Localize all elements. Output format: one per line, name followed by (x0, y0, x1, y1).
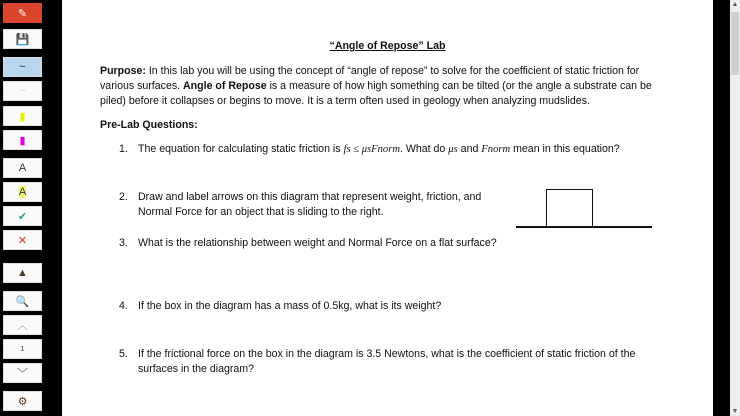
scrollbar-thumb[interactable] (731, 12, 739, 75)
box-diagram (546, 189, 593, 227)
purpose-line-3: piled) before it collapses or begins to move. It is a term often used in geology when analyzing mudslides. (100, 95, 590, 107)
search-button[interactable] (3, 291, 42, 311)
save-button[interactable] (3, 29, 42, 49)
settings-button[interactable] (3, 391, 42, 411)
page-title: “Angle of Repose” Lab (329, 40, 446, 52)
mu-symbol: μs (448, 144, 458, 155)
collapse-button[interactable] (3, 263, 42, 283)
q1-text-a: The equation for calculating static friction is (138, 143, 344, 155)
q1-number: 1. (119, 143, 128, 155)
purpose-text-2c: is a measure of how high something can be tilted (or the angle a substrate can be (266, 80, 652, 92)
purpose-term: Angle of Repose (183, 80, 267, 92)
purpose-label: Purpose: (100, 65, 146, 77)
ground-line (516, 226, 652, 228)
question-2-line-2: Normal Force for an object that is sliding to the right. (138, 206, 384, 218)
text-highlight-icon: A (18, 186, 27, 198)
page-up-button[interactable] (3, 315, 42, 335)
scroll-up-icon[interactable]: ▲ (731, 1, 739, 8)
scroll-down-icon[interactable]: ▼ (731, 408, 739, 415)
question-2-line-1: Draw and label arrows on this diagram that represent weight, friction, and (138, 191, 482, 203)
document-page (62, 0, 713, 416)
question-5-line-1: If the frictional force on the box in the diagram is 3.5 Newtons, what is the coefficient of static friction of the (138, 348, 636, 360)
page-number-button[interactable] (3, 339, 42, 359)
q3-number: 3. (119, 237, 128, 249)
question-3: What is the relationship between weight and Normal Force on a flat surface? (138, 237, 497, 249)
q5-number: 5. (119, 348, 128, 360)
purpose-line-1 (100, 65, 639, 78)
yellow-highlighter-button[interactable] (3, 106, 42, 126)
fnorm-symbol: Fnorm (481, 144, 511, 155)
thin-pen-icon: ~ (19, 85, 26, 97)
purpose-line-2 (100, 80, 652, 93)
q1-text-c: and (457, 143, 482, 155)
question-1 (138, 143, 620, 156)
question-4: If the box in the diagram has a mass of 0.5kg, what is its weight? (138, 300, 442, 312)
pen-icon: ~ (19, 61, 26, 73)
prelab-heading: Pre-Lab Questions: (100, 119, 198, 131)
collapse-icon: ▲ (17, 267, 28, 279)
page-number-icon: 1 (20, 345, 25, 353)
question-5-line-2: surfaces in the diagram? (138, 363, 255, 375)
q1-text-d: mean in this equation? (510, 143, 620, 155)
settings-icon: ⚙ (17, 395, 28, 408)
yellow-highlighter-icon: ▮ (19, 110, 26, 123)
page-up-icon: ︿ (17, 320, 28, 332)
pen-button[interactable] (3, 57, 42, 77)
save-icon: 💾 (15, 33, 30, 46)
magenta-highlighter-icon: ▮ (19, 134, 26, 147)
q1-text-b: . What do (399, 143, 449, 155)
q2-number: 2. (119, 191, 128, 203)
app-logo-button[interactable] (3, 3, 42, 23)
q4-number: 4. (119, 300, 128, 312)
page-down-icon: ﹀ (17, 368, 28, 380)
check-icon: ✔ (17, 210, 28, 223)
text-icon: A (18, 162, 27, 174)
check-button[interactable] (3, 206, 42, 226)
vertical-scrollbar[interactable] (730, 0, 740, 416)
search-icon: 🔍 (15, 295, 30, 308)
cross-icon: ✕ (17, 234, 28, 247)
page-down-button[interactable] (3, 363, 42, 383)
text-highlight-button[interactable] (3, 182, 42, 202)
app-logo-icon: ✎ (17, 7, 28, 20)
purpose-text-1: In this lab you will be using the concept of “angle of repose” to solve for the coefficient of static friction for (145, 65, 640, 77)
friction-equation: fs ≤ μsFnorm (343, 144, 400, 155)
magenta-highlighter-button[interactable] (3, 130, 42, 150)
cross-button[interactable] (3, 230, 42, 250)
purpose-text-2a: various surfaces. (100, 80, 184, 92)
thin-pen-button[interactable] (3, 81, 42, 101)
text-button[interactable] (3, 158, 42, 178)
